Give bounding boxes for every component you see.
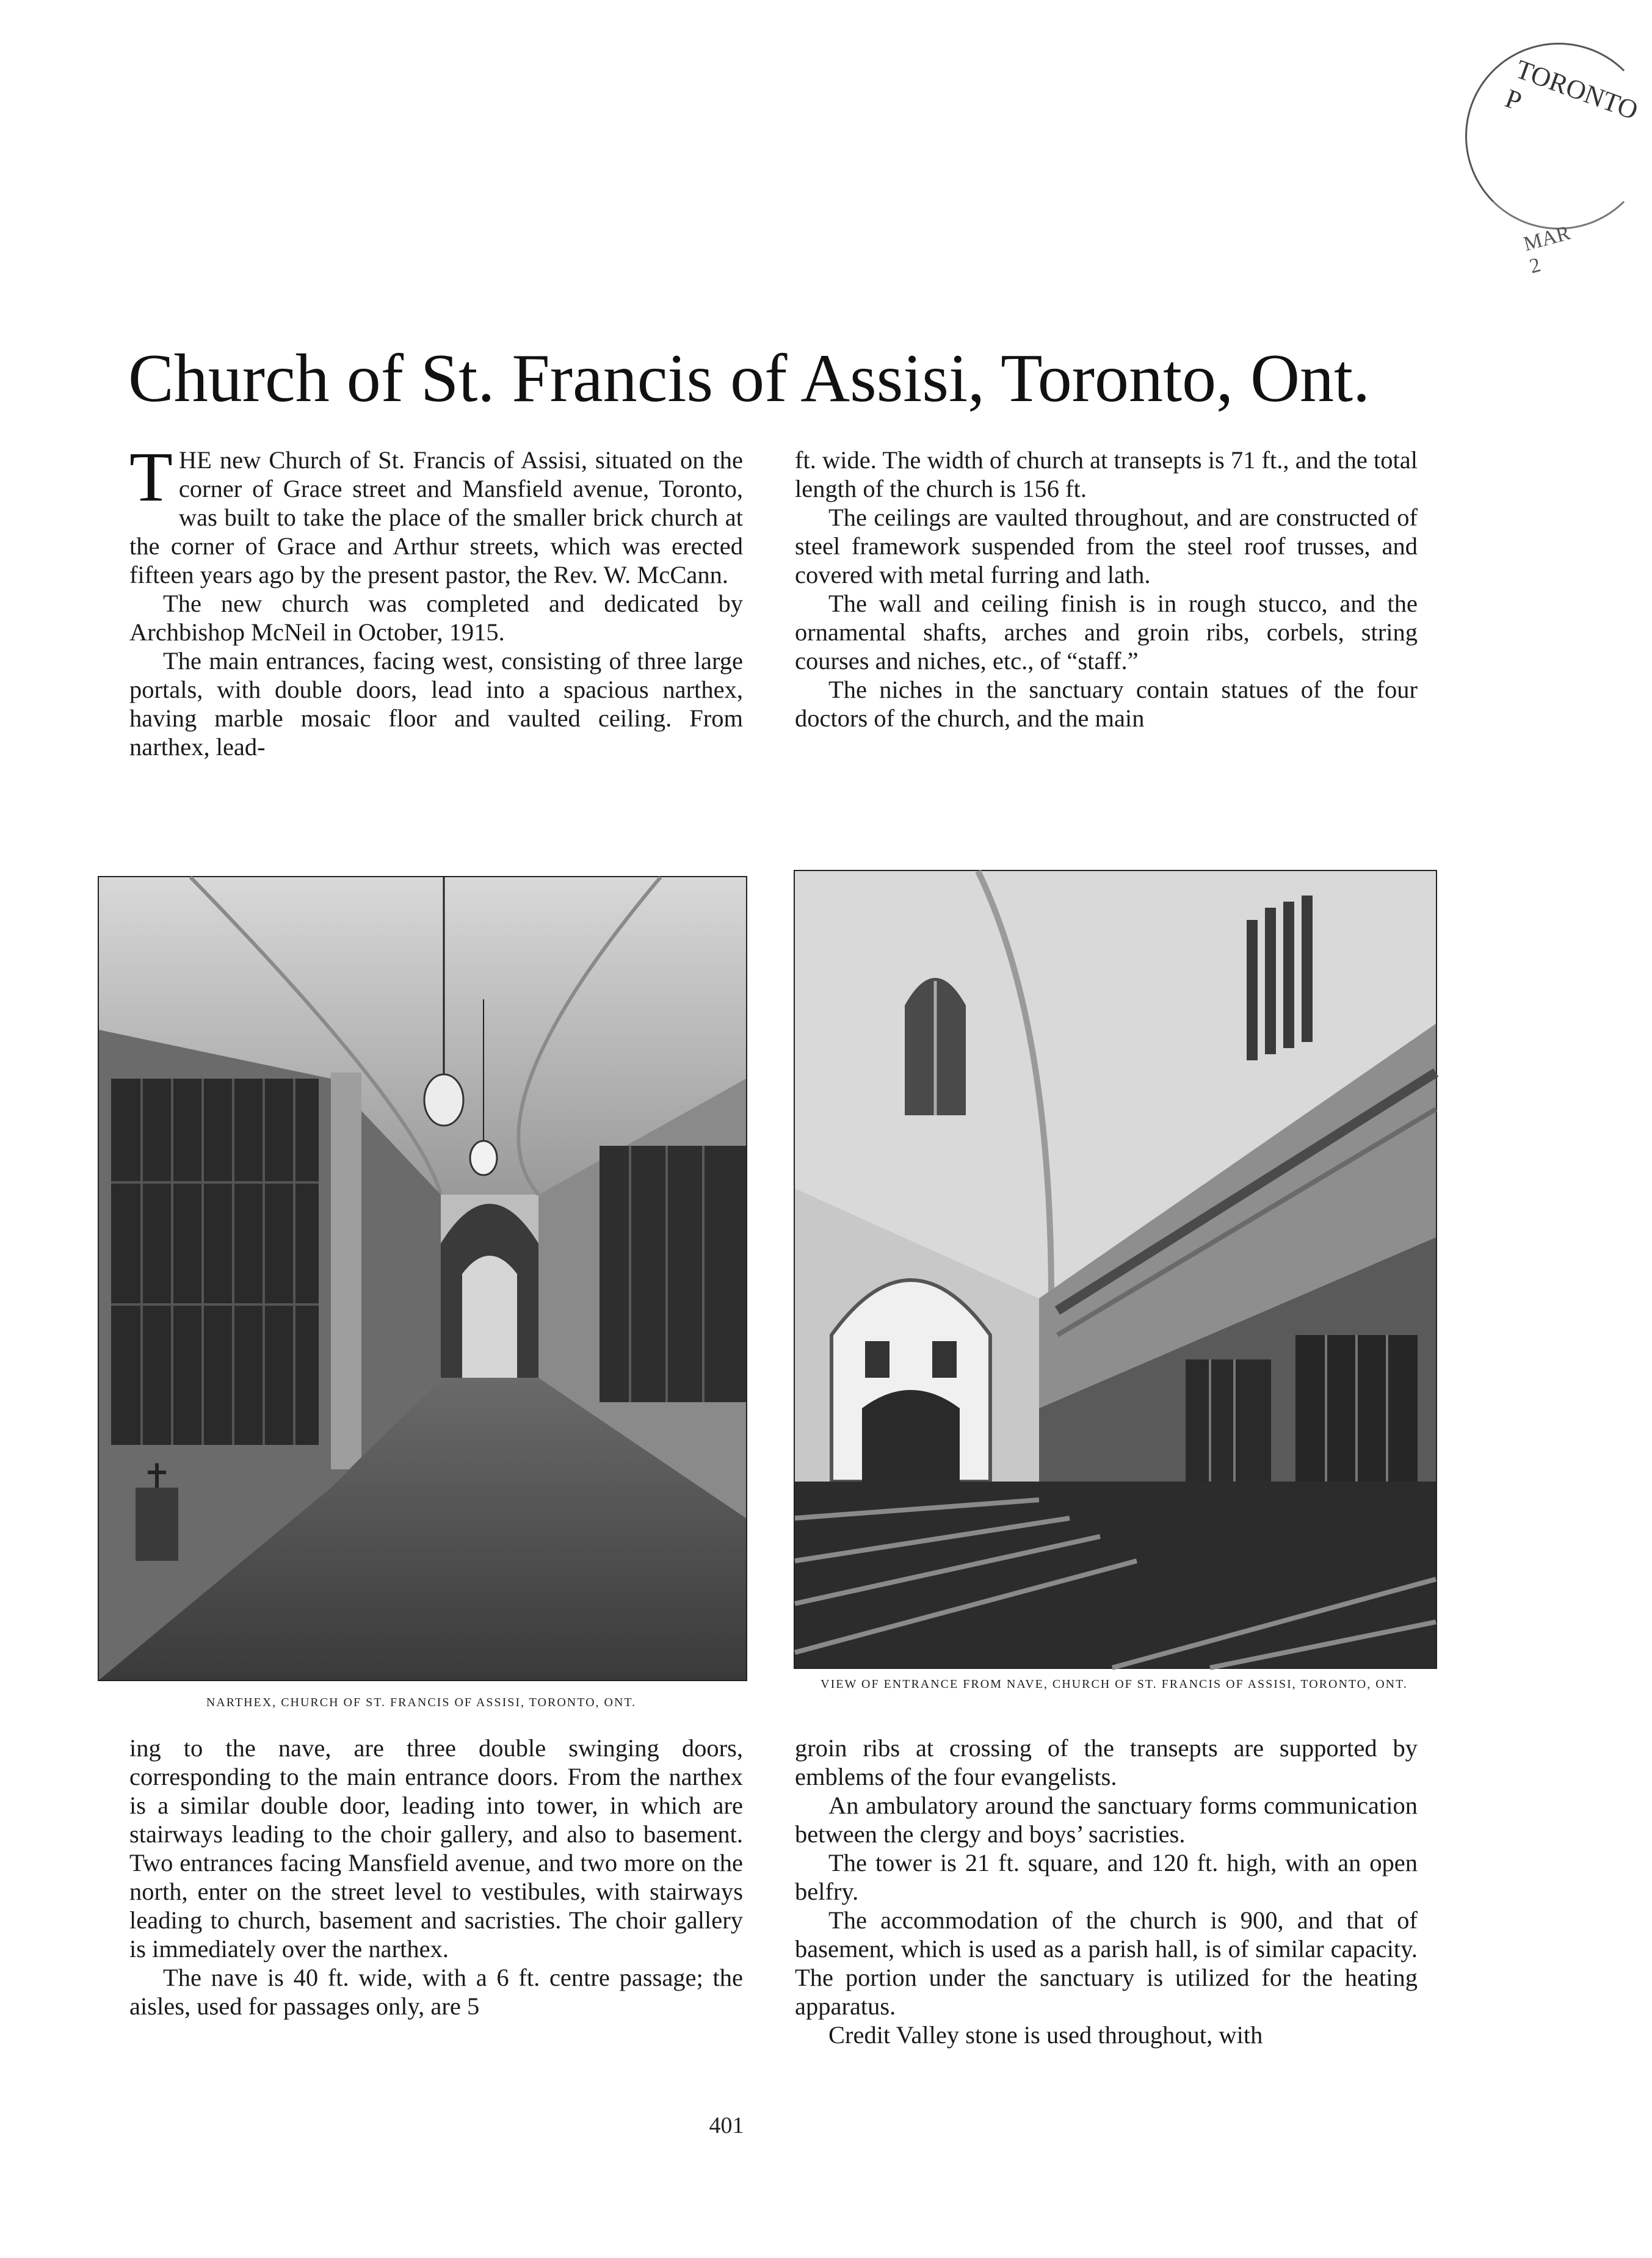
paragraph: ft. wide. The width of church at transepts is 71 ft., and the total length of the church is 156 ft. <box>795 446 1418 502</box>
paragraph: The accommodation of the church is 900, and that of basement, which is used as a parish hall, is of similar capacity. The portion under the sanctuary is utilized for the heating apparatus. <box>795 1906 1418 2020</box>
paragraph: groin ribs at crossing of the transepts are supported by emblems of the four evangelists. <box>795 1734 1418 1790</box>
stamp-text-bottom: MAR 2 <box>1521 222 1573 278</box>
paragraph: ing to the nave, are three double swinging doors, corresponding to the main entrance doors. From the narthex is a similar double door, leading into tower, in which are stairways leading to the choir gallery, and also to basement. Two entrances facing Mansfield avenue, and two more on the north, enter on the street level to vestibules, with stairways leading to church, basement and sacristies. The choir gallery is immediately over the narthex. <box>129 1734 743 1963</box>
paragraph: Credit Valley stone is used throughout, with <box>828 2021 1263 2049</box>
narthex-photo <box>98 876 747 1681</box>
paragraph: The wall and ceiling finish is in rough stucco, and the ornamental shafts, arches and groin ribs, corbels, string courses and niches, etc., of “staff.” <box>795 590 1418 675</box>
paragraph: The main entrances, facing west, consisting of three large portals, with double doors, lead into a spacious narthex, having marble mosaic floor and vaulted ceiling. From narthex, lead- <box>129 647 743 761</box>
paragraph-text: HE new Church of St. Francis of Assisi, situated on the corner of Grace street and Mansfield avenue, Toronto, was built to take the place of the smaller brick church at the corner of Grace and Arthur streets, which was erected fifteen years ago by the present pastor, the Rev. W. McCann. <box>129 446 743 588</box>
text-column-4 <box>795 1734 1418 2049</box>
page-number: 401 <box>709 2113 744 2138</box>
paragraph: The ceilings are vaulted throughout, and are constructed of steel framework suspended from the steel roof trusses, and covered with metal furring and lath. <box>795 504 1418 588</box>
text-column-1 <box>129 438 743 761</box>
paragraph: The new church was completed and dedicated by Archbishop McNeil in October, 1915. <box>129 590 743 646</box>
nave-view-photo <box>794 870 1437 1669</box>
paragraph: The nave is 40 ft. wide, with a 6 ft. centre passage; the aisles, used for passages only, are 5 <box>129 1964 743 2020</box>
article-title: Church of St. Francis of Assisi, Toronto, Ont. <box>128 341 1371 416</box>
paragraph: The niches in the sanctuary contain statues of the four doctors of the church, and the main <box>795 676 1418 732</box>
stamp-text-top: TORONTO P <box>1501 54 1642 126</box>
narthex-photo-caption: NARTHEX, CHURCH OF ST. FRANCIS OF ASSISI, TORONTO, ONT. <box>206 1696 637 1709</box>
text-column-3 <box>129 1734 743 2021</box>
paragraph <box>129 438 743 589</box>
nave-view-photo-caption: VIEW OF ENTRANCE FROM NAVE, CHURCH OF ST. FRANCIS OF ASSISI, TORONTO, ONT. <box>821 1677 1408 1691</box>
text-column-2 <box>795 446 1418 733</box>
paragraph: The tower is 21 ft. square, and 120 ft. high, with an open belfry. <box>795 1849 1418 1905</box>
drop-cap: T <box>129 438 173 516</box>
paragraph: An ambulatory around the sanctuary forms communication between the clergy and boys’ sacristies. <box>795 1792 1418 1848</box>
